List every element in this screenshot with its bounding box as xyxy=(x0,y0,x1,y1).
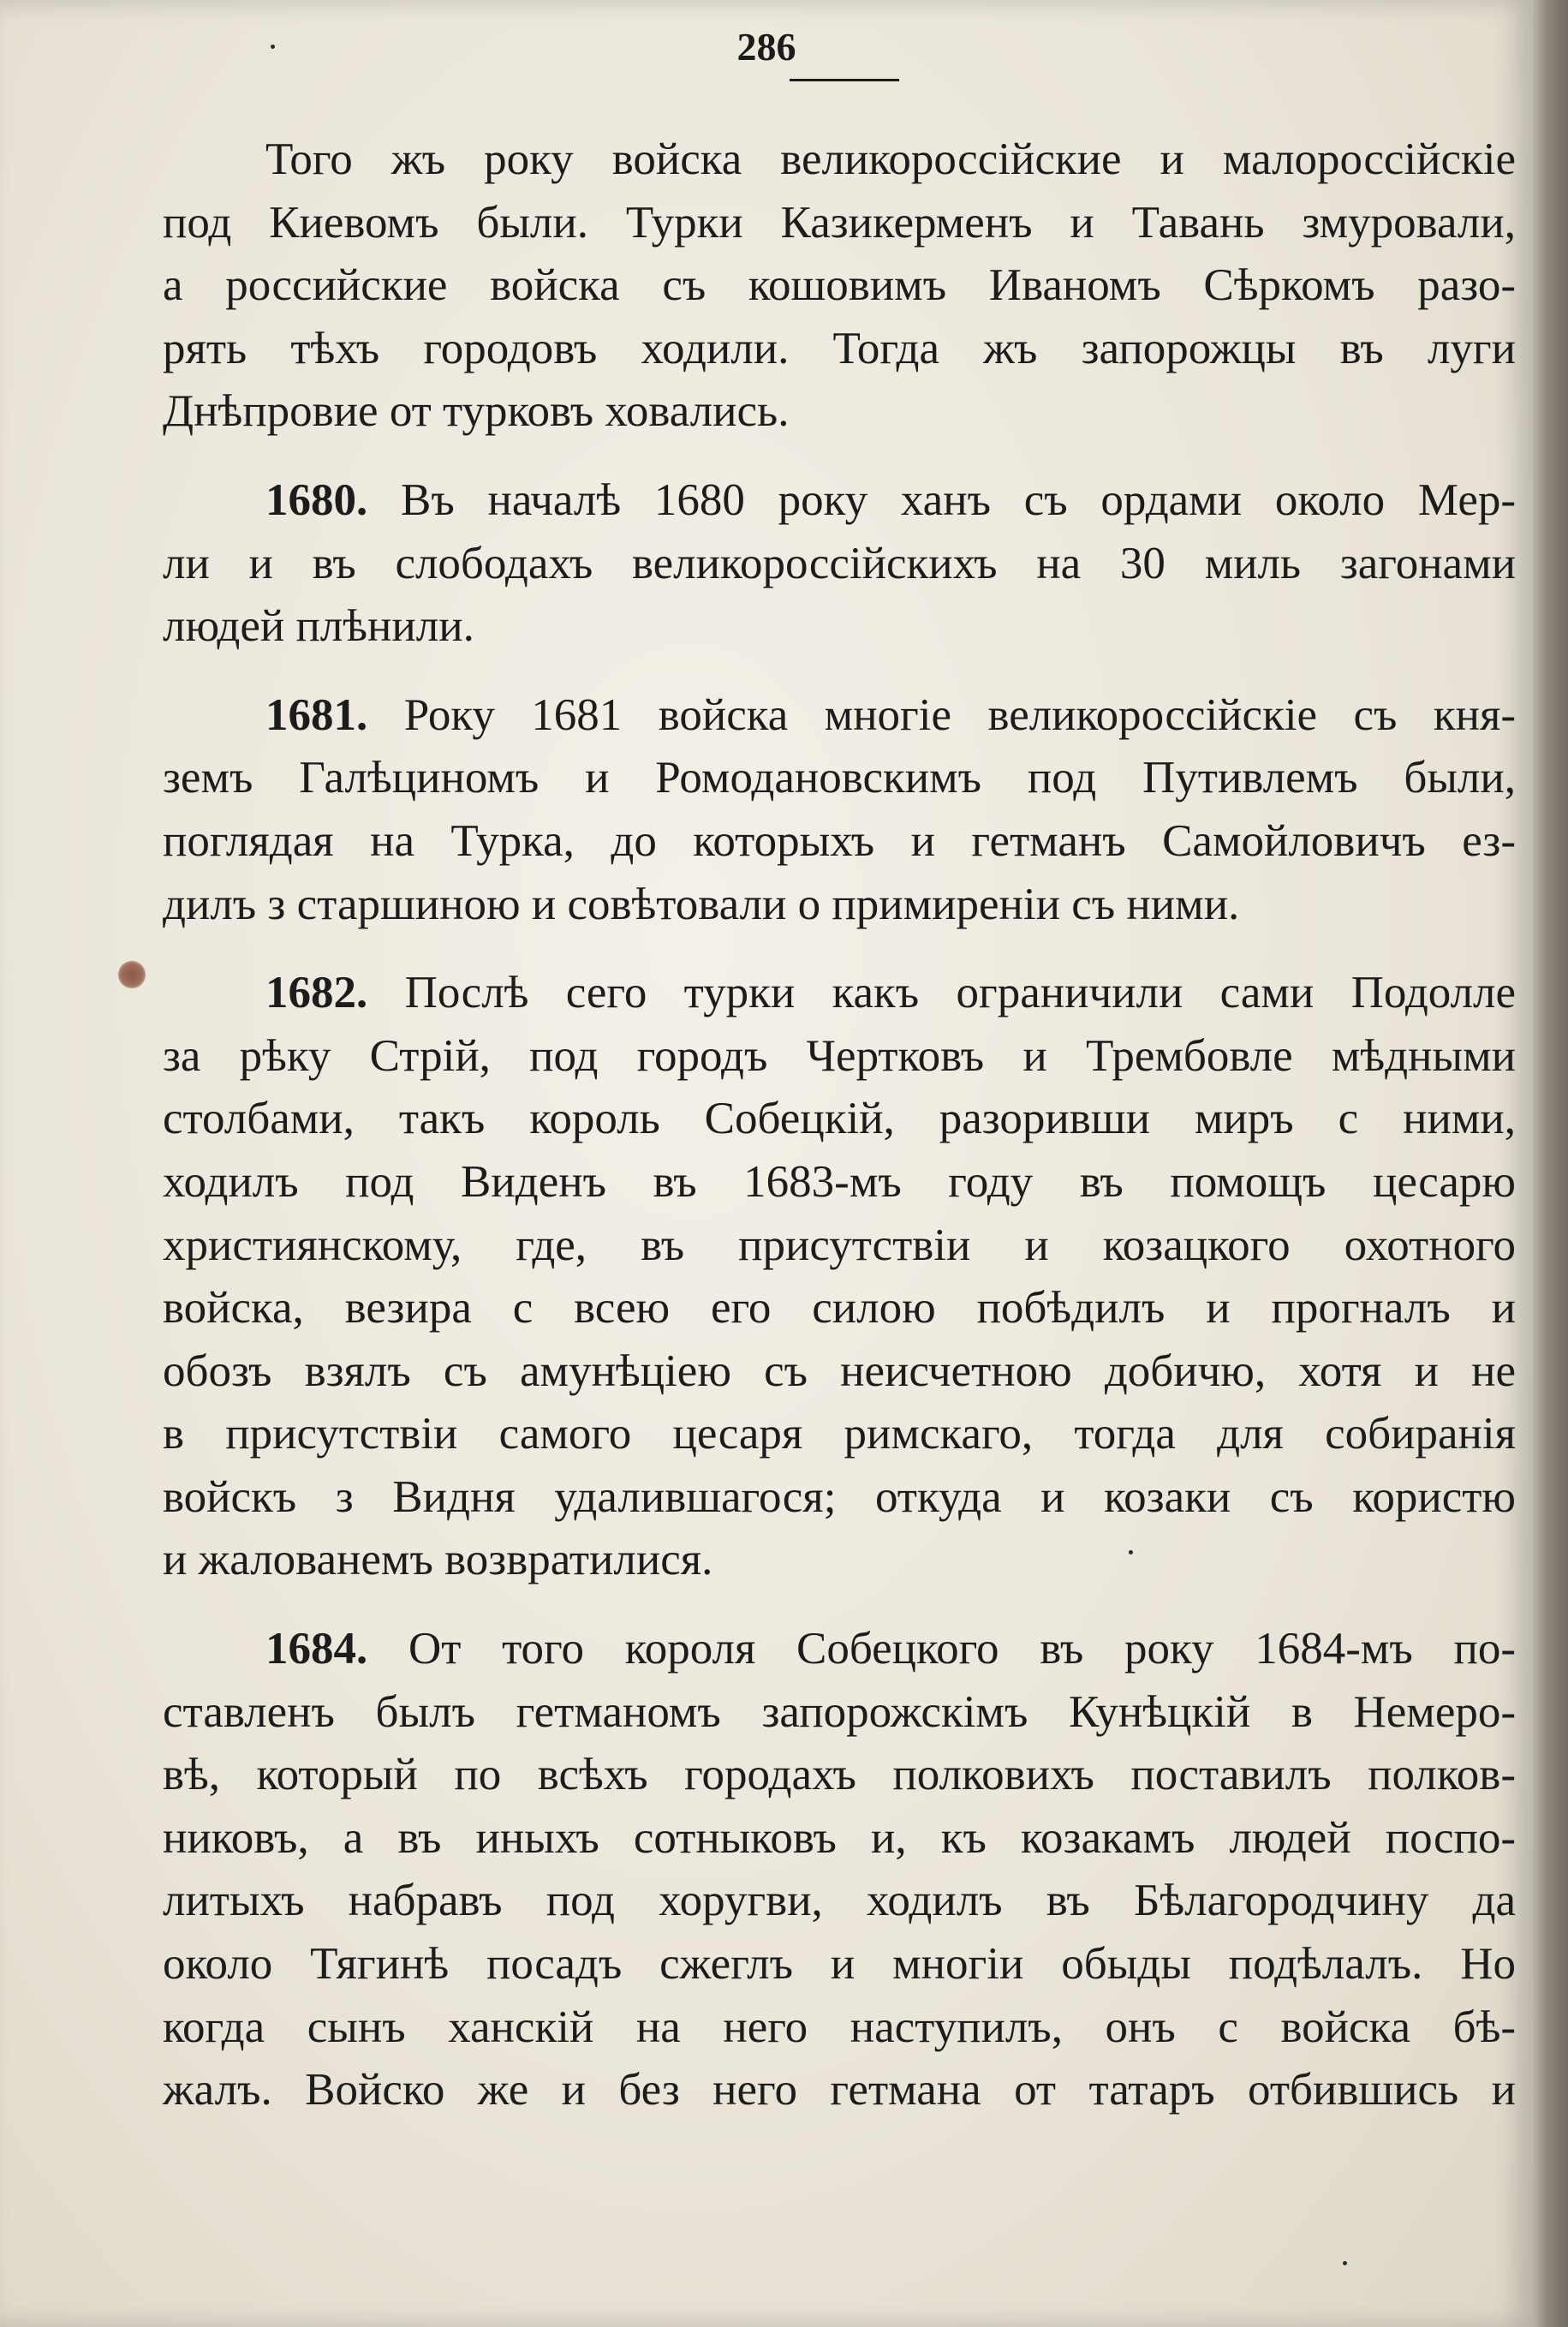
line-text: жалъ. Войско же и без него гетмана от татаръ отбившись и xyxy=(163,2065,1516,2115)
line-text: столбами, такъ король Собецкій, разоривши миръ с ними, xyxy=(163,1094,1516,1144)
text-line xyxy=(163,962,1516,1025)
page-number: 286 xyxy=(736,25,796,69)
year-heading: 1680. xyxy=(265,474,368,525)
line-text: поглядая на Турка, до которыхъ и гетманъ Самойловичъ ез- xyxy=(163,815,1516,866)
text-line xyxy=(163,1088,1516,1151)
text-line xyxy=(163,1277,1516,1340)
line-text: Послѣ сего турки какъ ограничили сами Подолле xyxy=(404,968,1517,1018)
paragraph-spacer xyxy=(163,444,1516,469)
paragraph-spacer xyxy=(163,936,1516,962)
paragraph-spacer xyxy=(163,659,1516,684)
line-text: От того короля Собецкого въ року 1684-мъ по- xyxy=(408,1624,1517,1674)
paragraph xyxy=(163,1618,1516,2122)
line-text: Въ началѣ 1680 року ханъ съ ордами около Мер- xyxy=(401,474,1516,525)
text-line xyxy=(163,874,1516,937)
paragraph xyxy=(163,469,1516,659)
text-line xyxy=(163,1466,1516,1530)
text-line xyxy=(163,1807,1516,1871)
text-line xyxy=(163,128,1516,192)
line-text: литыхъ набравъ под хоругви, ходилъ въ Бѣлагородчину да xyxy=(163,1876,1516,1926)
line-text: Днѣпровие от турковъ ховались. xyxy=(163,386,790,437)
line-text: ли и въ слободахъ великороссійскихъ на 30 миль загонами xyxy=(163,538,1516,588)
line-text: около Тягинѣ посадъ сжеглъ и многіи обыды подѣлалъ. Но xyxy=(163,1939,1516,1990)
line-text: ставленъ былъ гетманомъ запорожскімъ Кунѣцкій в Немеро- xyxy=(163,1686,1516,1737)
line-text: Року 1681 войска многіе великороссійскіе съ кня- xyxy=(403,689,1516,740)
paragraph xyxy=(163,684,1516,936)
text-line xyxy=(163,1870,1516,1933)
paragraph-spacer xyxy=(163,1592,1516,1618)
line-text: в присутствіи самого цесаря римскаго, тогда для собиранія xyxy=(163,1409,1516,1459)
text-line xyxy=(163,1025,1516,1089)
text-line xyxy=(163,1151,1516,1214)
line-text: дилъ з старшиною и совѣтовали о примиреніи съ ними. xyxy=(163,879,1240,929)
paragraph xyxy=(163,962,1516,1592)
year-heading: 1682. xyxy=(265,968,368,1018)
text-line xyxy=(163,1618,1516,1681)
line-text: и жалованемъ возвратилися. xyxy=(163,1535,713,1585)
text-line xyxy=(163,747,1516,810)
line-text: вѣ, который по всѣхъ городахъ полковихъ поставилъ полков- xyxy=(163,1750,1516,1800)
line-text: войскъ з Видня удалившагося; откуда и козаки съ користю xyxy=(163,1471,1516,1522)
line-text: когда сынъ ханскій на него наступилъ, онъ с войска бѣ- xyxy=(163,2002,1516,2052)
line-text: а российские войска съ кошовимъ Иваномъ Сѣркомъ разо- xyxy=(163,260,1516,311)
text-line xyxy=(163,1996,1516,2060)
line-text: под Киевомъ были. Турки Казикерменъ и Тавань змуровали, xyxy=(163,197,1516,248)
book-spine-edge xyxy=(1533,0,1568,2327)
ink-stain xyxy=(118,961,146,988)
text-line xyxy=(163,810,1516,874)
line-text: никовъ, а въ иныхъ сотныковъ и, къ козакамъ людей поспо- xyxy=(163,1812,1516,1863)
text-line xyxy=(163,318,1516,381)
line-text: земъ Галѣциномъ и Ромодановскимъ под Путивлемъ были, xyxy=(163,753,1516,803)
year-heading: 1684. xyxy=(265,1624,368,1674)
line-text: ходилъ под Виденъ въ 1683-мъ году въ помощъ цесарю xyxy=(163,1156,1516,1207)
text-line xyxy=(163,1403,1516,1466)
text-line xyxy=(163,380,1516,444)
text-line xyxy=(163,1214,1516,1278)
body-text xyxy=(163,128,1516,2122)
text-line xyxy=(163,684,1516,748)
text-line xyxy=(163,1744,1516,1807)
text-line xyxy=(163,469,1516,533)
text-line xyxy=(163,1681,1516,1745)
text-line xyxy=(163,595,1516,659)
line-text: рять тѣхъ городовъ ходили. Тогда жъ запорожцы въ луги xyxy=(163,323,1516,373)
line-text: обозъ взялъ съ амунѣціею съ неисчетною добичю, хотя и не xyxy=(163,1345,1516,1396)
line-text: людей плѣнили. xyxy=(163,601,474,652)
line-text: Того жъ року войска великороссійские и малороссійскіе xyxy=(265,134,1516,184)
paper-speck xyxy=(1343,2261,1347,2265)
year-heading: 1681. xyxy=(265,689,368,740)
text-line xyxy=(163,192,1516,255)
line-text: християнскому, где, въ присутствіи и козацкого охотного xyxy=(163,1220,1516,1270)
text-line xyxy=(163,2059,1516,2122)
text-line xyxy=(163,254,1516,318)
paper-speck xyxy=(271,45,275,49)
line-text: войска, везира с всею его силою побѣдилъ и прогналъ и xyxy=(163,1283,1516,1334)
text-line xyxy=(163,1529,1516,1592)
text-line xyxy=(163,1933,1516,1996)
page-number-underline xyxy=(790,79,899,81)
text-line xyxy=(163,1340,1516,1404)
line-text: за рѣку Стрій, под городъ Чертковъ и Трембовле мѣдными xyxy=(163,1030,1516,1081)
text-line xyxy=(163,533,1516,596)
paragraph xyxy=(163,128,1516,444)
